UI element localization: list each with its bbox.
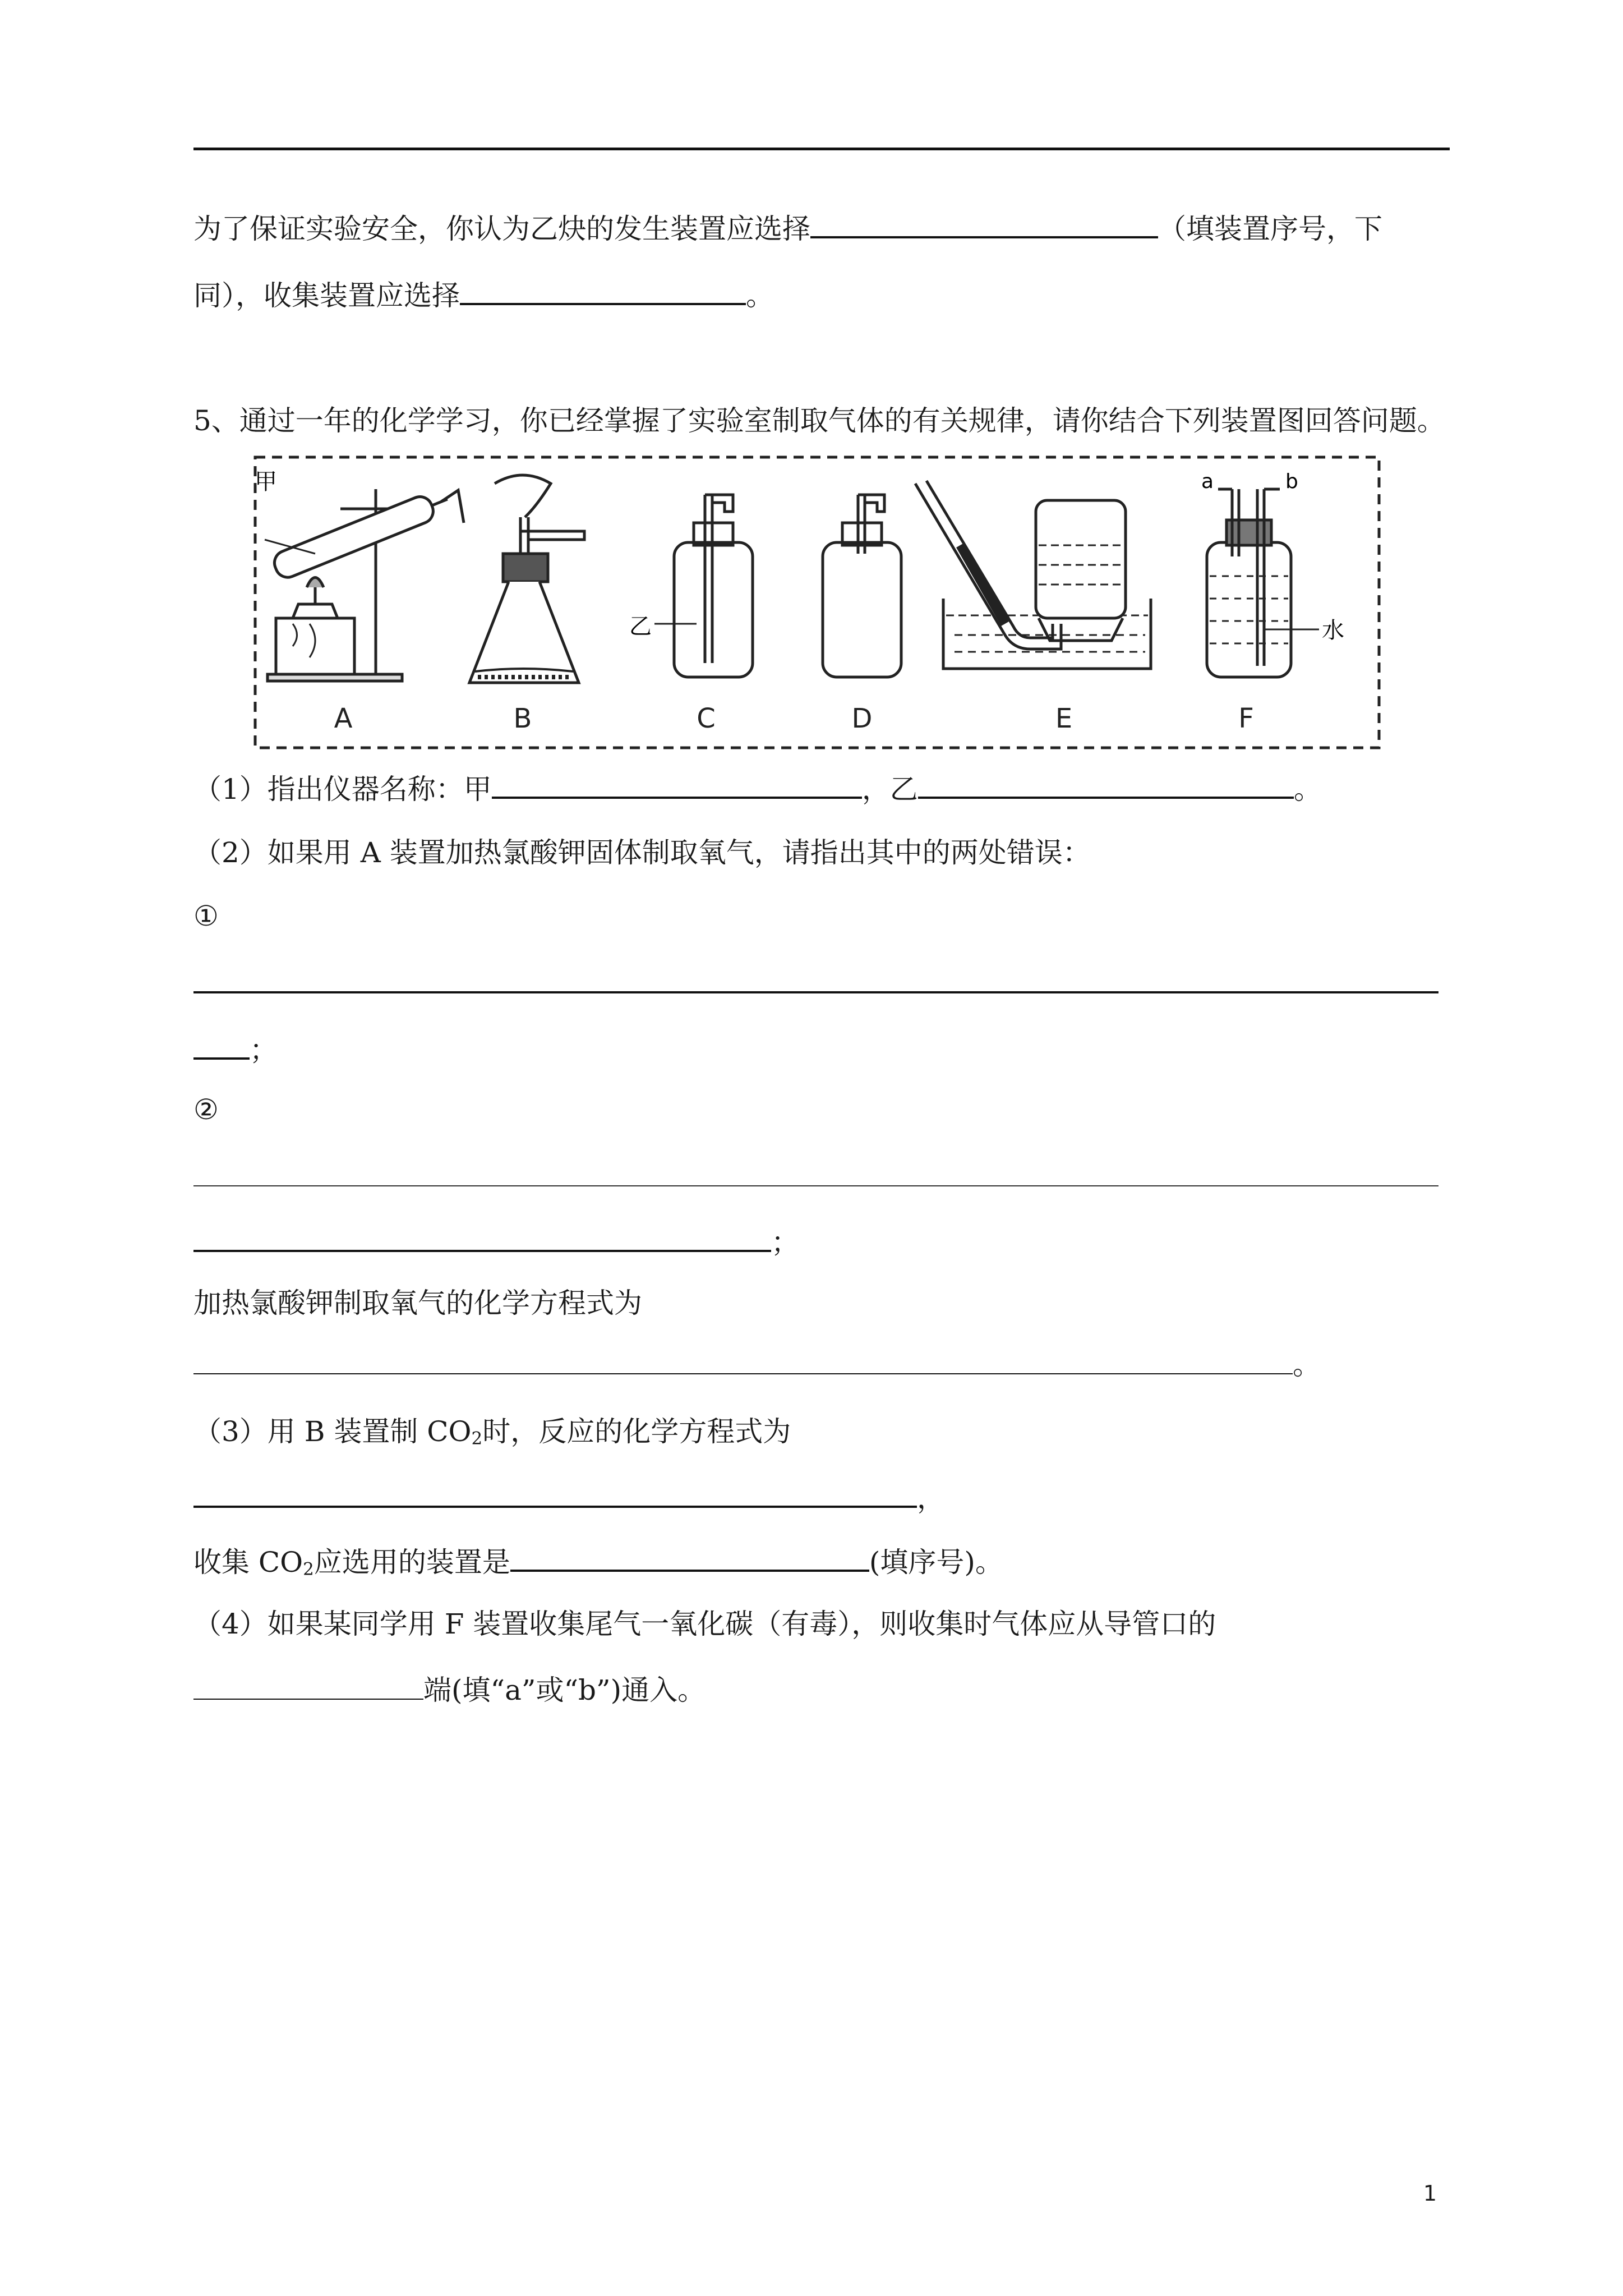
label-jia: 甲 [255,469,277,495]
equation-end: 。 [1293,1349,1321,1381]
answer-line-error-2[interactable] [193,1185,1438,1186]
q4-collect-text: 同），收集装置应选择 [193,279,460,312]
caption-d: D [851,703,873,734]
q5-4-text: （4）如果某同学用 F 装置收集尾气一氧化碳（有毒），则收集时气体应从导管口的 [193,1608,1216,1640]
line-q4-end [193,209,1382,246]
apparatus-figure [253,455,1381,749]
equation-label-text: 加热氯酸钾制取氧气的化学方程式为 [193,1287,642,1319]
q5-1-text-a: （1）指出仪器名称：甲 [193,773,492,806]
q5-3-text-b: 时，反应的化学方程式为 [482,1415,791,1448]
collect-text-b: 应选用的装置是 [313,1546,510,1579]
line-q4-collect [193,276,774,312]
equation-line [193,1346,1321,1382]
q5-3-comma: ， [917,1482,945,1515]
label-a: a [1201,470,1214,493]
q5-2-text: （2）如果用 A 装置加热氯酸钾固体制取氧气，请指出其中的两处错误： [193,836,1091,869]
apparatus-d [823,495,901,677]
error-1-marker: ① [193,900,219,932]
collect-text-c: (填序号)。 [869,1546,1003,1579]
q4-collect-end: 。 [746,279,774,312]
caption-c: C [697,703,716,734]
answer-blank-collect-co2[interactable] [510,1543,869,1572]
q5-4b-line [193,1672,706,1707]
q5-3-sub: 2 [471,1428,483,1449]
label-yi: 乙 [629,614,652,639]
collect-sub: 2 [303,1559,314,1580]
answer-blank-equation[interactable] [193,1346,1293,1374]
label-b: b [1285,470,1298,493]
answer-line-error-1[interactable] [193,991,1438,993]
answer-blank-co2-equation[interactable] [193,1479,917,1508]
caption-f: F [1238,703,1254,734]
caption-e: E [1055,703,1073,734]
caption-a: A [334,703,353,734]
q4-text-b: （填装置序号，下 [1158,213,1382,245]
q5-1-text-b: ，乙 [861,773,918,806]
q5-1-text-c: 。 [1293,773,1322,806]
answer-blank-collector[interactable] [460,276,746,305]
answer-blank-error-2-tail[interactable] [193,1223,771,1252]
q5-3-text-a: （3）用 B 装置制 CO [193,1415,472,1448]
error-1-semicolon: ； [250,1034,278,1066]
error-2-marker: ② [193,1093,219,1126]
collect-text-a: 收集 CO [193,1546,303,1579]
error-2-tail [193,1223,799,1259]
apparatus-f [1207,489,1319,677]
caption-b: B [513,703,532,734]
q5-4-line [193,1607,1216,1641]
label-water: 水 [1322,618,1344,643]
answer-blank-error-1-tail[interactable] [193,1030,250,1060]
q5-3-answer-line [193,1479,945,1515]
answer-blank-jia[interactable] [492,770,862,799]
apparatus-e [915,481,1151,669]
error-1-tail [193,1030,278,1067]
q5-4b-text: 端(填“a”或“b”)通入。 [423,1674,706,1706]
q5-text: 5、通过一年的化学学习，你已经掌握了实验室制取气体的有关规律，请你结合下列装置图回答问题。 [193,404,1445,437]
error-2-semicolon: ； [771,1226,799,1259]
apparatus-c [654,495,753,677]
collect-co2-line [193,1543,1003,1586]
answer-blank-port[interactable] [193,1672,423,1700]
equation-label [193,1286,642,1320]
apparatus-b [469,475,584,683]
header-rule [193,148,1450,150]
q4-text-a: 为了保证实验安全，你认为乙炔的发生装置应选择 [193,213,810,245]
question-5 [193,404,1445,438]
apparatus-a [265,487,464,681]
q5-3-line [193,1415,791,1456]
answer-blank-generator[interactable] [810,209,1158,238]
q5-2-line [193,836,1091,869]
page-number: 1 [1423,2181,1437,2206]
q5-1-line [193,770,1322,806]
answer-blank-yi[interactable] [918,770,1294,799]
